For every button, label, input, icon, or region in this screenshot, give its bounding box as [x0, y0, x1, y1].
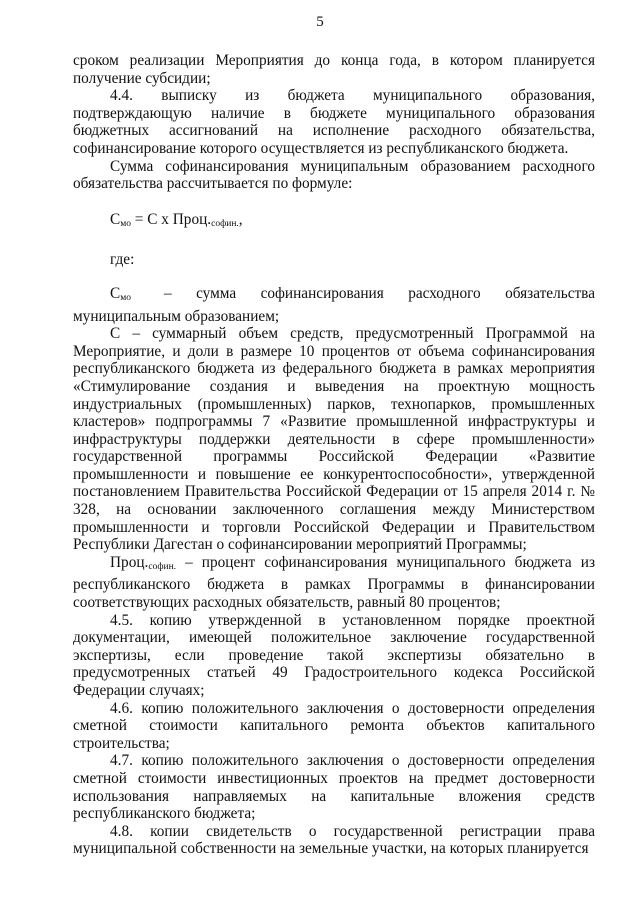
where-label: где: [110, 251, 135, 269]
document-body [73, 52, 595, 858]
definition-proc [73, 554, 595, 612]
paragraph-4-6: 4.6. копию положительного заключения о достоверности определения сметной стоимости капитального ремонта объектов капитального строительства; [73, 699, 595, 752]
paragraph-4-5: 4.5. копию утвержденной в установленном порядке проектной документации, имеющей положительное заключение государственной экспертизы, если проведение такой экспертизы обязательно в предусмотренных статьей 49 Градостроительного кодекса Российской Федерации случаях; [73, 611, 595, 699]
formula-proc-subscript: софин. [211, 218, 239, 229]
formula [110, 211, 595, 234]
definition-proc-symbol: Проц. [110, 553, 149, 571]
paragraph-4-7: 4.7. копию положительного заключения о достоверности определения сметной стоимости инвестиционных проектов на предмет достоверности использования направляемых на капитальные вложения средств республиканского бюджета; [73, 752, 595, 823]
definition-proc-text: – процент софинансирования муниципального бюджета из республиканского бюджета в рамках Программы в финансировании соответствующих расходных обязательств, равный 80 процентов; [73, 553, 595, 612]
formula-c-subscript: мо [120, 218, 131, 229]
paragraph-4-8: 4.8. копии свидетельств о государственной регистрации права муниципальной собственности на земельные участки, на которых планируется [73, 822, 595, 858]
definition-cmo-symbol: С [110, 284, 121, 302]
formula-c: С [110, 210, 121, 228]
formula-end: , [238, 210, 243, 228]
definition-c: С – суммарный объем средств, предусмотренный Программой на Мероприятие, и доли в размере 10 процентов от объема софинансирования республиканского бюджета из федерального бюджета в рамках мероприятия «Стимулирование создания и выведения на проектную мощность индустриальных (промышленных) парков, технопарков, промышленных кластеров» подпрограммы 7 «Развитие промышленной инфраструктуры и инфраструктуры поддержки деятельности в сфере промышленности» государственной программы Российской Федерации «Развитие промышленности и повышение ее конкурентоспособности», утвержденной постановлением Правительства Российской Федерации от 15 апреля 2014 г. № 328, на основании заключенного соглашения между Министерством промышленности и торговли Российской Федерации и Правительством Республики Дагестан о софинансировании мероприятий Программы; [73, 325, 595, 554]
paragraph-continuation: сроком реализации Мероприятия до конца года, в котором планируется получение субсидии; [73, 52, 595, 87]
formula-rest: = С х Проц. [130, 210, 212, 228]
definition-cmo [73, 285, 595, 325]
definition-proc-subscript: софин. [148, 561, 177, 572]
page-number: 5 [316, 14, 324, 30]
paragraph-4-4: 4.4. выписку из бюджета муниципального образования, подтверждающую наличие в бюджете муниципального образования бюджетных ассигнований на исполнение расходного обязательства, софинансирование которого осуществляется из республиканского бюджета. [73, 87, 595, 157]
definition-cmo-text: – сумма софинансирования расходного обязательства муниципальным образованием; [73, 284, 595, 325]
definition-cmo-subscript: мо [120, 292, 131, 303]
paragraph-formula-intro: Сумма софинансирования муниципальным образованием расходного обязательства рассчитывается по формуле: [73, 157, 595, 193]
